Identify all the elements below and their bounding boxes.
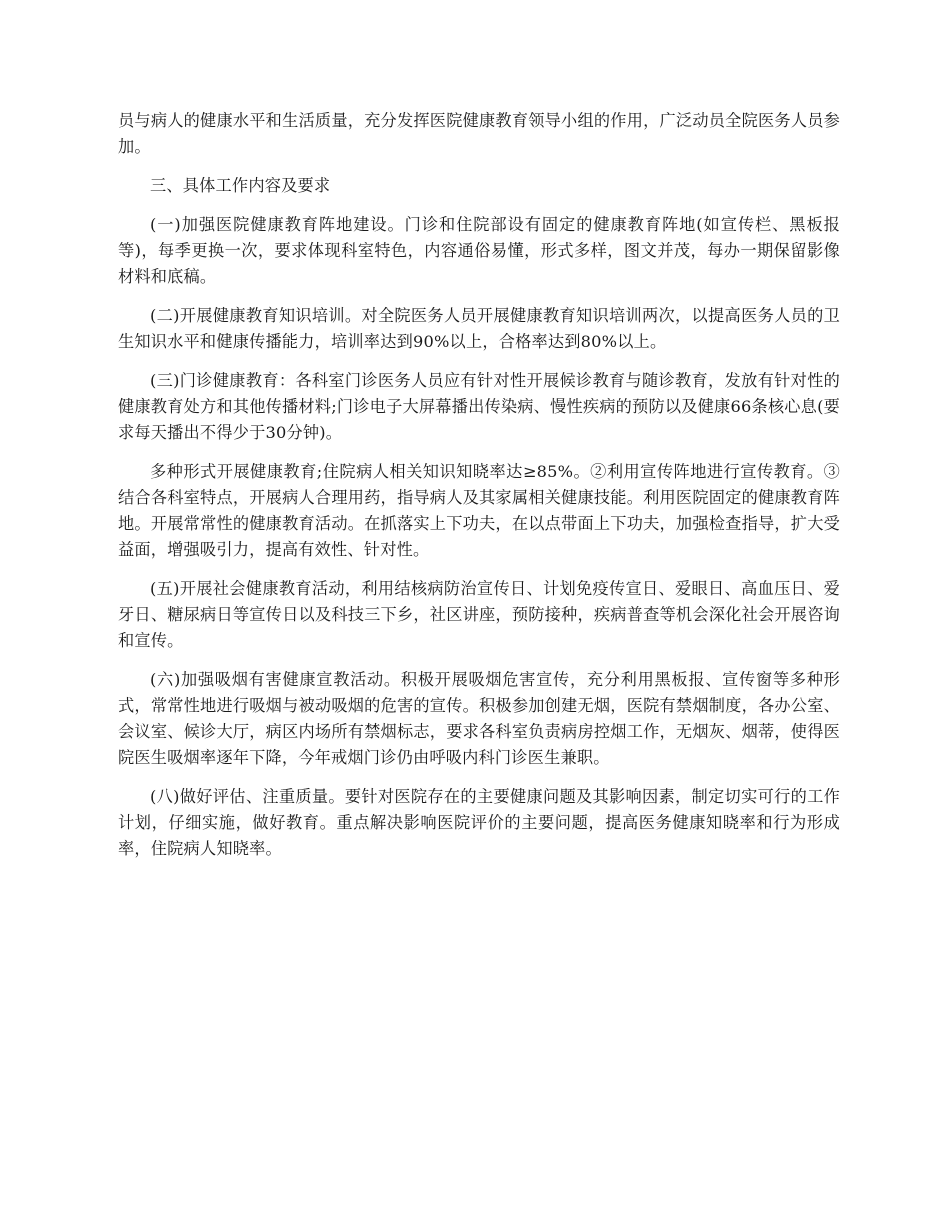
paragraph-inpatient-education: 多种形式开展健康教育;住院病人相关知识知晓率达≥85%。②利用宣传阵地进行宣传教育。③结合各科室特点，开展病人合理用药，指导病人及其家属相关健康技能。利用医院固定的健康教育阵地。开展常常性的健康教育活动。在抓落实上下功夫，在以点带面上下功夫，加强检查指导，扩大受益面，增强吸引力，提高有效性、针对性。 [118,462,840,559]
paragraph-item-2: (二)开展健康教育知识培训。对全院医务人员开展健康教育知识培训两次，以提高医务人员的卫生知识水平和健康传播能力，培训率达到90%以上，合格率达到80%以上。 [118,306,840,351]
paragraph-continuation: 员与病人的健康水平和生活质量，充分发挥医院健康教育领导小组的作用，广泛动员全院医务人员参加。 [118,111,840,156]
paragraph-item-5: (五)开展社会健康教育活动，利用结核病防治宣传日、计划免疫传宣日、爱眼日、高血压日、爱牙日、糖尿病日等宣传日以及科技三下乡，社区讲座，预防接种，疾病普查等机会深化社会开展咨询和宣传。 [118,579,840,650]
paragraph-item-6: (六)加强吸烟有害健康宣教活动。积极开展吸烟危害宣传，充分利用黑板报、宣传窗等多种形式，常常性地进行吸烟与被动吸烟的危害的宣传。积极参加创建无烟，医院有禁烟制度，各办公室、会议室、候诊大厅，病区内场所有禁烟标志，要求各科室负责病房控烟工作，无烟灰、烟蒂，使得医院医生吸烟率逐年下降，今年戒烟门诊仍由呼吸内科门诊医生兼职。 [118,670,840,767]
document-page [118,108,840,875]
paragraph-item-8: (八)做好评估、注重质量。要针对医院存在的主要健康问题及其影响因素，制定切实可行的工作计划，仔细实施，做好教育。重点解决影响医院评价的主要问题，提高医务健康知晓率和行为形成率，住院病人知晓率。 [118,787,840,858]
section-heading: 三、具体工作内容及要求 [150,176,331,195]
paragraph-item-1: (一)加强医院健康教育阵地建设。门诊和住院部设有固定的健康教育阵地(如宣传栏、黑板报等)，每季更换一次，要求体现科室特色，内容通俗易懂，形式多样，图文并茂，每办一期保留影像材料和底稿。 [118,215,840,286]
paragraph-item-3: (三)门诊健康教育：各科室门诊医务人员应有针对性开展候诊教育与随诊教育，发放有针对性的健康教育处方和其他传播材料;门诊电子大屏幕播出传染病、慢性疾病的预防以及健康66条核心息(要求每天播出不得少于30分钟)。 [118,371,840,442]
